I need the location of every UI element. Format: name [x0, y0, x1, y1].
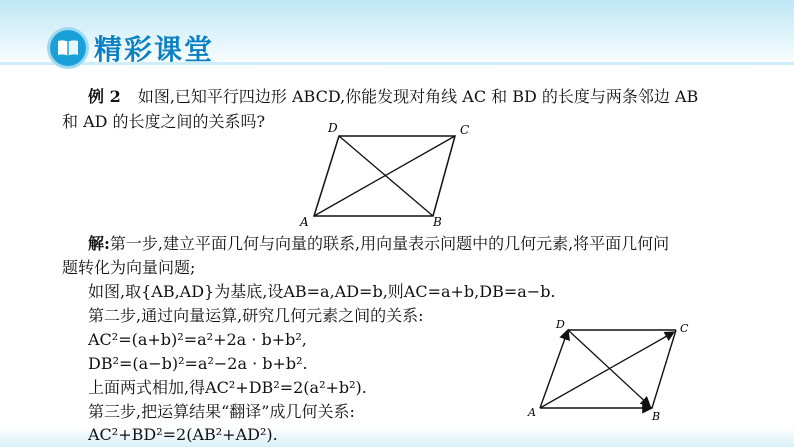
section-title: 精彩课堂: [94, 33, 215, 66]
vertex-c-label: C: [460, 123, 470, 137]
vertex-a-label-2: A: [528, 406, 536, 419]
section-header: [50, 28, 214, 68]
result-text: AC²+BD²=2(AB²+AD²).: [88, 425, 278, 444]
step1-text-c: 如图,取{AB,AD}为基底,设AB=a,AD=b,则AC=a+b,DB=a−b.: [88, 282, 556, 301]
equation-1: AC²=(a+b)²=a²+2a · b+b²,: [88, 330, 307, 349]
solution-line-1: [88, 234, 669, 254]
open-book-icon: [50, 30, 86, 66]
step1-text-a: 第一步,建立平面几何与向量的联系,用向量表示问题中的几何元素,将平面几何问: [109, 234, 670, 253]
problem-label: 例 2: [88, 87, 121, 106]
vertex-c-label-2: C: [680, 322, 689, 335]
vector-db: [568, 330, 650, 406]
problem-line-2: 和 AD 的长度之间的关系吗?: [62, 112, 266, 131]
vertex-a-label: A: [300, 215, 309, 229]
vertex-d-label-2: D: [556, 318, 565, 331]
parallelogram-figure-1: [292, 120, 470, 230]
step2-text: 第二步,通过向量运算,研究几何元素之间的关系:: [88, 306, 424, 325]
sum-text: 上面两式相加,得AC²+DB²=2(a²+b²).: [88, 378, 367, 397]
vertex-b-label-2: B: [652, 410, 661, 422]
vertex-b-label: B: [433, 215, 442, 229]
parallelogram-figure-2: [524, 318, 694, 422]
step1-text-b: 题转化为向量问题;: [62, 258, 196, 277]
diagonal-bd: [339, 136, 433, 216]
vertex-d-label: D: [328, 121, 338, 135]
solution-label: 解:: [88, 234, 110, 253]
problem-line-1: [88, 87, 698, 107]
problem-text-1: 如图,已知平行四边形 ABCD,你能发现对角线 AC 和 BD 的长度与两条邻边 AB: [137, 87, 699, 106]
vector-ad: [540, 330, 568, 408]
vector-ac: [540, 332, 674, 408]
step3-text: 第三步,把运算结果“翻译”成几何关系:: [88, 402, 355, 421]
equation-2: DB²=(a−b)²=a²−2a · b+b².: [88, 354, 308, 373]
